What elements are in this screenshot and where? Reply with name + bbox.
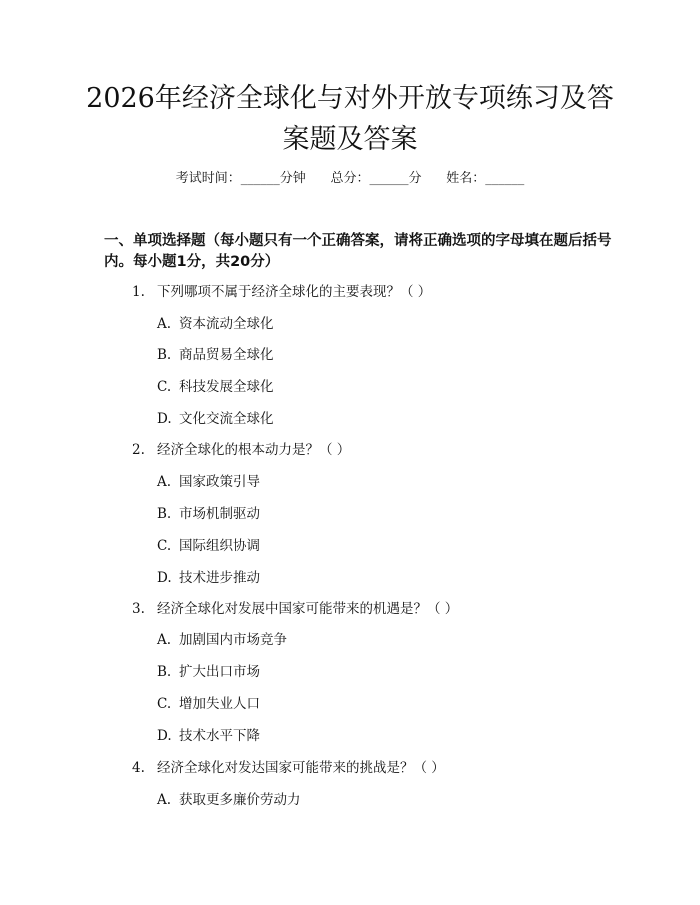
option-letter: C.	[157, 379, 172, 395]
option-text: 商品贸易全球化	[179, 347, 274, 363]
option-letter: C.	[157, 696, 172, 712]
option-letter: A.	[157, 474, 172, 490]
option-letter: A.	[157, 316, 172, 332]
option-1a	[157, 315, 274, 333]
option-letter: C.	[157, 538, 172, 554]
question-1	[132, 283, 431, 301]
option-letter: D.	[157, 728, 172, 744]
question-text: 下列哪项不属于经济全球化的主要表现？（ ）	[157, 284, 432, 300]
option-text: 市场机制驱动	[179, 506, 260, 522]
option-3a	[157, 631, 287, 649]
option-letter: A.	[157, 632, 172, 648]
option-text: 加剧国内市场竞争	[179, 632, 287, 648]
option-2a	[157, 473, 260, 491]
option-2b	[157, 505, 260, 523]
option-letter: D.	[157, 411, 172, 427]
option-3c	[157, 695, 260, 713]
option-text: 扩大出口市场	[179, 664, 260, 680]
title-line-2: 案题及答案	[282, 124, 418, 155]
question-number: 3.	[132, 601, 145, 617]
option-1d	[157, 410, 274, 428]
option-1b	[157, 346, 274, 364]
question-number: 1.	[132, 284, 145, 300]
document-title	[60, 78, 640, 160]
option-3d	[157, 727, 260, 745]
option-text: 技术进步推动	[179, 570, 260, 586]
option-letter: A.	[157, 792, 172, 808]
option-4a	[157, 791, 301, 809]
question-text: 经济全球化的根本动力是？（ ）	[157, 442, 351, 458]
option-letter: B.	[157, 347, 172, 363]
option-text: 获取更多廉价劳动力	[179, 792, 301, 808]
question-text: 经济全球化对发展中国家可能带来的机遇是？（ ）	[157, 601, 459, 617]
question-4	[132, 759, 445, 777]
section-heading: 一、单项选择题（每小题只有一个正确答案，请将正确选项的字母填在题后括号内。每小题1分，共20分）	[104, 233, 612, 270]
option-2c	[157, 537, 260, 555]
question-2	[132, 441, 350, 459]
option-text: 国际组织协调	[179, 538, 260, 554]
option-1c	[157, 378, 274, 396]
option-letter: B.	[157, 506, 172, 522]
question-number: 4.	[132, 760, 145, 776]
option-text: 科技发展全球化	[179, 379, 274, 395]
exam-info-line: 考试时间：______分钟 总分：______分 姓名：______	[175, 171, 525, 186]
option-letter: B.	[157, 664, 172, 680]
title-line-1: 2026年经济全球化与对外开放专项练习及答	[86, 83, 614, 114]
option-3b	[157, 663, 260, 681]
option-letter: D.	[157, 570, 172, 586]
question-3	[132, 600, 458, 618]
question-text: 经济全球化对发达国家可能带来的挑战是？（ ）	[157, 760, 445, 776]
question-number: 2.	[132, 442, 145, 458]
option-text: 国家政策引导	[179, 474, 260, 490]
option-2d	[157, 569, 260, 587]
option-text: 文化交流全球化	[179, 411, 274, 427]
option-text: 增加失业人口	[179, 696, 260, 712]
option-text: 技术水平下降	[179, 728, 260, 744]
option-text: 资本流动全球化	[179, 316, 274, 332]
